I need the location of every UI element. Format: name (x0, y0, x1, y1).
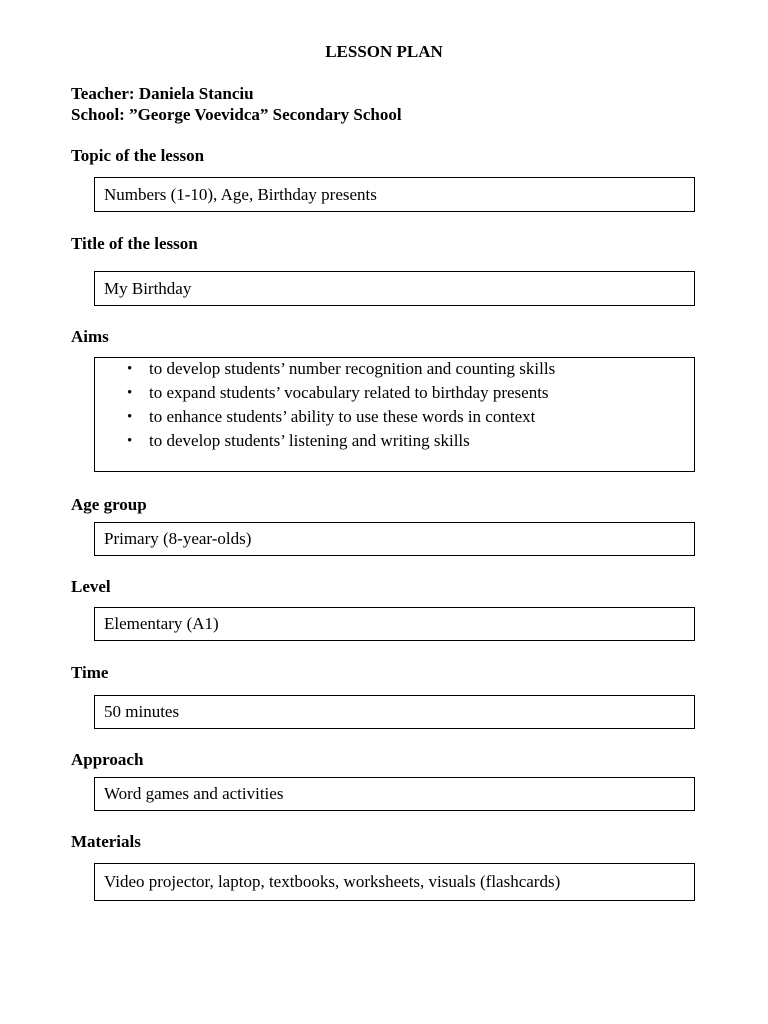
materials-label: Materials (71, 832, 141, 851)
aims-label: Aims (71, 327, 109, 346)
bullet-icon: • (127, 433, 133, 449)
page-title: LESSON PLAN (325, 42, 443, 61)
time-box (94, 695, 695, 729)
school-line: School: ”George Voevidca” Secondary School (71, 105, 402, 124)
age-group-box (94, 522, 695, 556)
level-label: Level (71, 577, 111, 596)
aims-box (94, 357, 695, 472)
level-box (94, 607, 695, 641)
aims-item (95, 431, 555, 455)
bullet-icon: • (127, 361, 133, 377)
topic-box (94, 177, 695, 212)
age-group-label: Age group (71, 495, 147, 514)
teacher-line: Teacher: Daniela Stanciu (71, 84, 254, 103)
aims-item-text: to enhance students’ ability to use these words in context (149, 407, 536, 426)
materials-box (94, 863, 695, 901)
approach-box (94, 777, 695, 811)
time-label: Time (71, 663, 109, 682)
approach-value: Word games and activities (104, 784, 284, 803)
title-value: My Birthday (104, 278, 192, 298)
aims-item-text: to develop students’ listening and writing skills (149, 431, 470, 450)
aims-item (95, 383, 555, 407)
level-value: Elementary (A1) (104, 614, 219, 633)
age-group-value: Primary (8-year-olds) (104, 529, 252, 548)
approach-label: Approach (71, 750, 144, 769)
title-box (94, 271, 695, 306)
aims-item-text: to expand students’ vocabulary related to birthday presents (149, 383, 549, 402)
bullet-icon: • (127, 409, 133, 425)
title-label: Title of the lesson (71, 234, 198, 253)
aims-item (95, 407, 555, 431)
aims-list (95, 359, 555, 455)
time-value: 50 minutes (104, 702, 180, 721)
bullet-icon: • (127, 385, 133, 401)
aims-item (95, 359, 555, 383)
topic-value: Numbers (1-10), Age, Birthday presents (104, 184, 377, 204)
topic-label: Topic of the lesson (71, 146, 205, 165)
materials-value: Video projector, laptop, textbooks, worksheets, visuals (flashcards) (104, 872, 561, 891)
aims-item-text: to develop students’ number recognition and counting skills (149, 359, 556, 378)
